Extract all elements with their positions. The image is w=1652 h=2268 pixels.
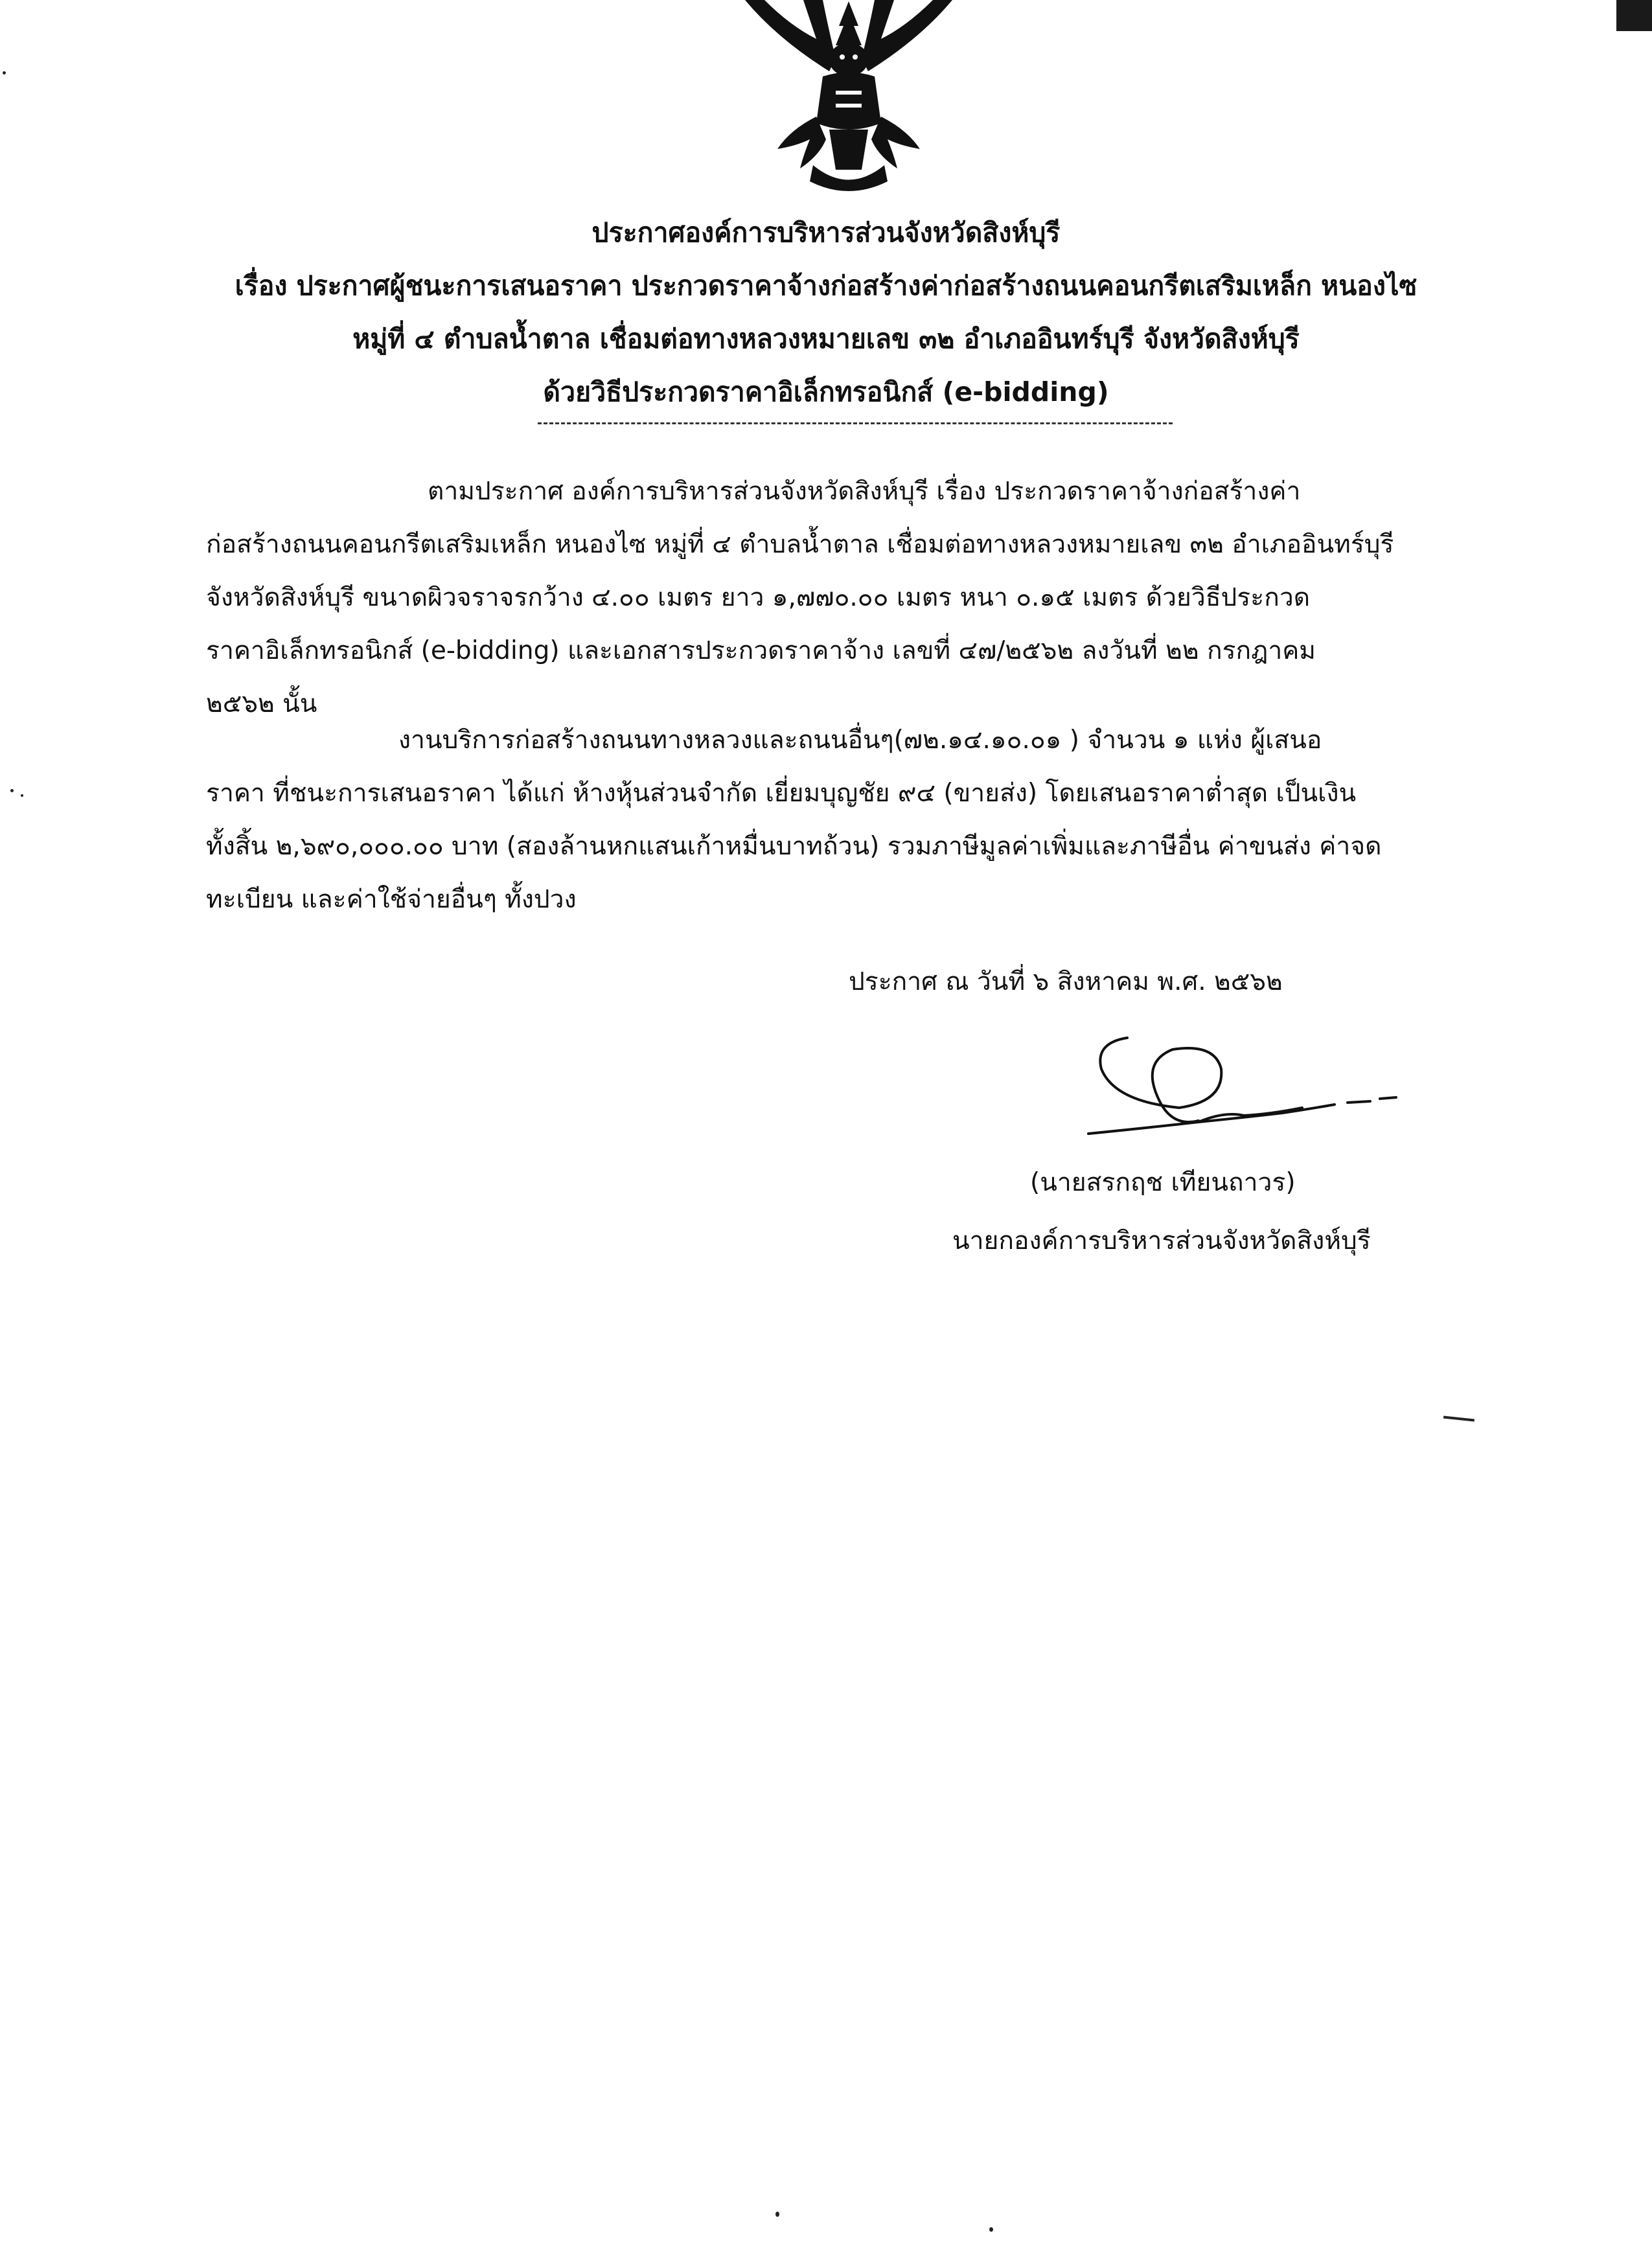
scan-speck <box>775 2212 779 2217</box>
paragraph-1-line-2: ก่อสร้างถนนคอนกรีตเสริมเหล็ก หนองไซ หมู่ที่ ๔ ตำบลน้ำตาล เชื่อมต่อทางหลวงหมายเลข ๓๒ อำเภออินทร์บุรี <box>206 530 1394 559</box>
title-line-3: หมู่ที่ ๔ ตำบลน้ำตาล เชื่อมต่อทางหลวงหมายเลข ๓๒ อำเภออินทร์บุรี จังหวัดสิงห์บุรี <box>352 323 1300 354</box>
title-line-4: ด้วยวิธีประกวดราคาอิเล็กทรอนิกส์ (e-bidding) <box>543 376 1109 407</box>
title-line-2: เรื่อง ประกาศผู้ชนะการเสนอราคา ประกวดราคาจ้างก่อสร้างค่าก่อสร้างถนนคอนกรีตเสริมเหล็ก หนองไซ <box>235 270 1417 301</box>
scan-speck <box>21 794 23 797</box>
title-divider <box>538 422 1173 424</box>
paragraph-1-line-5: ๒๕๖๒ นั้น <box>206 689 317 718</box>
announcement-title <box>194 206 1458 418</box>
scan-speck <box>989 2227 993 2232</box>
garuda-emblem-icon <box>739 0 959 198</box>
paragraph-2-line-1: งานบริการก่อสร้างถนนทางหลวงและถนนอื่นๆ(๗๒.๑๔.๑๐.๐๑ ) จำนวน ๑ แห่ง ผู้เสนอ <box>398 726 1322 755</box>
paragraph-1-line-3: จังหวัดสิงห์บุรี ขนาดผิวจราจรกว้าง ๔.๐๐ เมตร ยาว ๑,๗๗๐.๐๐ เมตร หนา ๐.๑๕ เมตร ด้วยวิธีประกวด <box>206 583 1311 612</box>
signer-position: นายกองค์การบริหารส่วนจังหวัดสิงห์บุรี <box>952 1226 1371 1255</box>
scan-stray-mark <box>1443 1416 1474 1422</box>
scan-corner-mark <box>1616 0 1652 31</box>
title-line-1: ประกาศองค์การบริหารส่วนจังหวัดสิงห์บุรี <box>591 217 1061 248</box>
handwritten-signature <box>1075 1030 1412 1140</box>
scan-speck <box>10 789 14 792</box>
announcement-date: ประกาศ ณ วันที่ ๖ สิงหาคม พ.ศ. ๒๕๖๒ <box>849 967 1283 996</box>
paragraph-2-line-2: ราคา ที่ชนะการเสนอราคา ได้แก่ ห้างหุ้นส่วนจำกัด เยี่ยมบุญชัย ๙๔ (ขายส่ง) โดยเสนอราคาต่ำสุด เป็นเงิน <box>206 779 1357 808</box>
paragraph-1-line-1: ตามประกาศ องค์การบริหารส่วนจังหวัดสิงห์บุรี เรื่อง ประกวดราคาจ้างก่อสร้างค่า <box>428 477 1301 506</box>
paragraph-2-line-3: ทั้งสิ้น ๒,๖๙๐,๐๐๐.๐๐ บาท (สองล้านหกแสนเก้าหมื่นบาทถ้วน) รวมภาษีมูลค่าเพิ่มและภาษีอื่น ค่าขนส่ง ค่าจด <box>206 832 1382 861</box>
paragraph-2-line-4: ทะเบียน และค่าใช้จ่ายอื่นๆ ทั้งปวง <box>206 885 577 914</box>
scan-speck <box>3 71 6 74</box>
signer-name: (นายสรกฤช เทียนถาวร) <box>1030 1168 1296 1197</box>
paragraph-1-line-4: ราคาอิเล็กทรอนิกส์ (e-bidding) และเอกสารประกวดราคาจ้าง เลขที่ ๔๗/๒๕๖๒ ลงวันที่ ๒๒ กรกฎาคม <box>206 636 1316 665</box>
